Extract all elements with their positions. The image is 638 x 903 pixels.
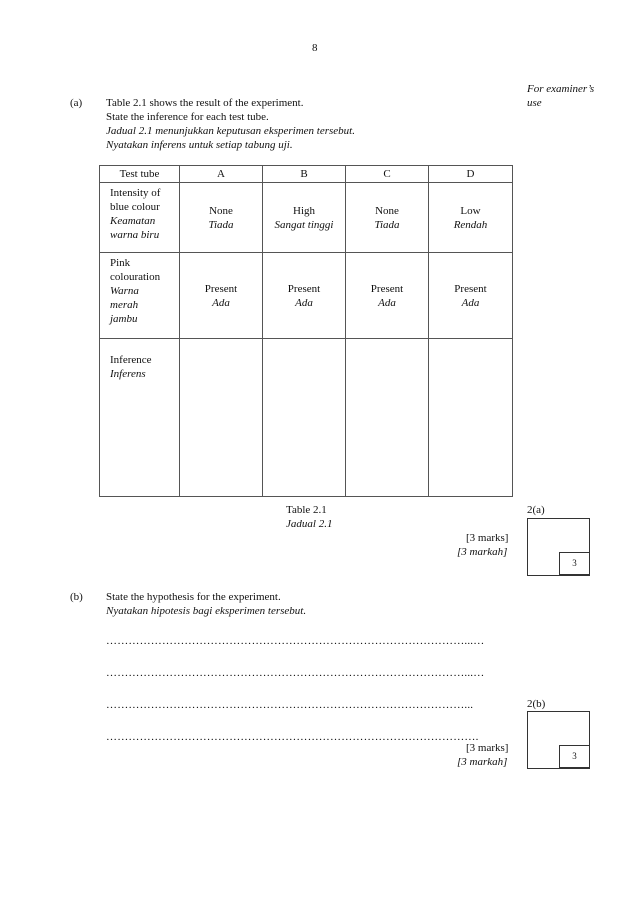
cell-intensity-a (180, 183, 263, 253)
row-label-line: Pink (110, 257, 131, 269)
cell-pink-a (180, 253, 263, 339)
answer-line-4[interactable]: ………………………………………………………………………………………. (106, 731, 479, 743)
cell-ms: Ada (295, 296, 313, 309)
part-b-line2: Nyatakan hipotesis bagi eksperimen tersebut. (106, 605, 307, 617)
part-b-label: (b) (70, 591, 83, 603)
row-label-intensity (100, 183, 180, 253)
cell-en: Low (460, 204, 481, 217)
cell-ms: Tiada (208, 218, 234, 231)
cell-en: Present (204, 282, 238, 295)
part-a-max-score: 3 (559, 552, 590, 575)
row-label-line: Keamatan (110, 215, 156, 227)
table-header-row (100, 166, 513, 183)
inference-answer-c[interactable] (346, 339, 429, 497)
part-b-line1: State the hypothesis for the experiment. (106, 591, 281, 603)
part-b-box-label: 2(b) (527, 698, 546, 710)
cell-ms: Ada (212, 296, 230, 309)
cell-en: Present (287, 282, 321, 295)
part-a-label: (a) (70, 97, 83, 109)
table-row-pink (100, 253, 513, 339)
table-caption-en: Table 2.1 (286, 504, 327, 516)
answer-line-1[interactable]: ……………………………………………………………………………………...… (106, 635, 485, 647)
inference-answer-a[interactable] (180, 339, 263, 497)
cell-ms: Rendah (453, 218, 488, 231)
row-label-inference (100, 339, 180, 497)
part-a-marks-ms: [3 markah] (457, 546, 508, 558)
header-d: D (429, 166, 513, 183)
cell-pink-b (263, 253, 346, 339)
part-a-line4: Nyatakan inferens untuk setiap tabung uji. (106, 139, 293, 151)
header-a: A (180, 166, 263, 183)
part-a-box-label: 2(a) (527, 504, 545, 516)
part-b-marks-ms: [3 markah] (457, 756, 508, 768)
answer-line-2[interactable]: ……………………………………………………………………………………...… (106, 667, 485, 679)
part-b-marks-en: [3 marks] (466, 742, 509, 754)
cell-en: None (209, 204, 233, 217)
cell-intensity-c (346, 183, 429, 253)
table-row-inference (100, 339, 513, 497)
row-label-line: colouration (110, 271, 161, 283)
cell-ms: Ada (378, 296, 396, 309)
table-row-intensity (100, 183, 513, 253)
row-label-line: Inferens (110, 368, 146, 380)
row-label-line: warna biru (110, 229, 160, 241)
header-c: C (346, 166, 429, 183)
cell-pink-d (429, 253, 513, 339)
cell-ms: Sangat tinggi (274, 218, 334, 231)
part-a-line3: Jadual 2.1 menunjukkan keputusan eksperimen tersebut. (106, 125, 355, 137)
cell-en: Present (370, 282, 404, 295)
answer-line-3[interactable]: ……………………………………………………………………………………... (106, 699, 474, 711)
part-b-max-score: 3 (559, 745, 590, 768)
cell-en: High (293, 204, 315, 217)
examiner-note-line1: For examiner’s (527, 83, 595, 95)
header-b: B (263, 166, 346, 183)
part-a-line1: Table 2.1 shows the result of the experiment. (106, 97, 304, 109)
header-test-tube: Test tube (100, 166, 180, 183)
row-label-line: Inference (110, 354, 152, 366)
part-a-marks-en: [3 marks] (466, 532, 509, 544)
cell-en: Present (454, 282, 487, 295)
results-table (99, 165, 513, 497)
row-label-pink (100, 253, 180, 339)
cell-intensity-b (263, 183, 346, 253)
cell-ms: Tiada (374, 218, 400, 231)
row-label-line: blue colour (110, 201, 160, 213)
cell-pink-c (346, 253, 429, 339)
row-label-line: jambu (110, 313, 138, 325)
row-label-line: Intensity of (110, 187, 161, 199)
inference-answer-b[interactable] (263, 339, 346, 497)
cell-ms: Ada (461, 296, 480, 309)
table-caption-ms: Jadual 2.1 (286, 518, 333, 530)
examiner-note-line2: use (527, 97, 542, 109)
inference-answer-d[interactable] (429, 339, 513, 497)
cell-en: None (375, 204, 399, 217)
cell-intensity-d (429, 183, 513, 253)
row-label-line: merah (110, 299, 139, 311)
part-a-line2: State the inference for each test tube. (106, 111, 269, 123)
row-label-line: Warna (110, 285, 139, 297)
page-number: 8 (312, 42, 318, 54)
